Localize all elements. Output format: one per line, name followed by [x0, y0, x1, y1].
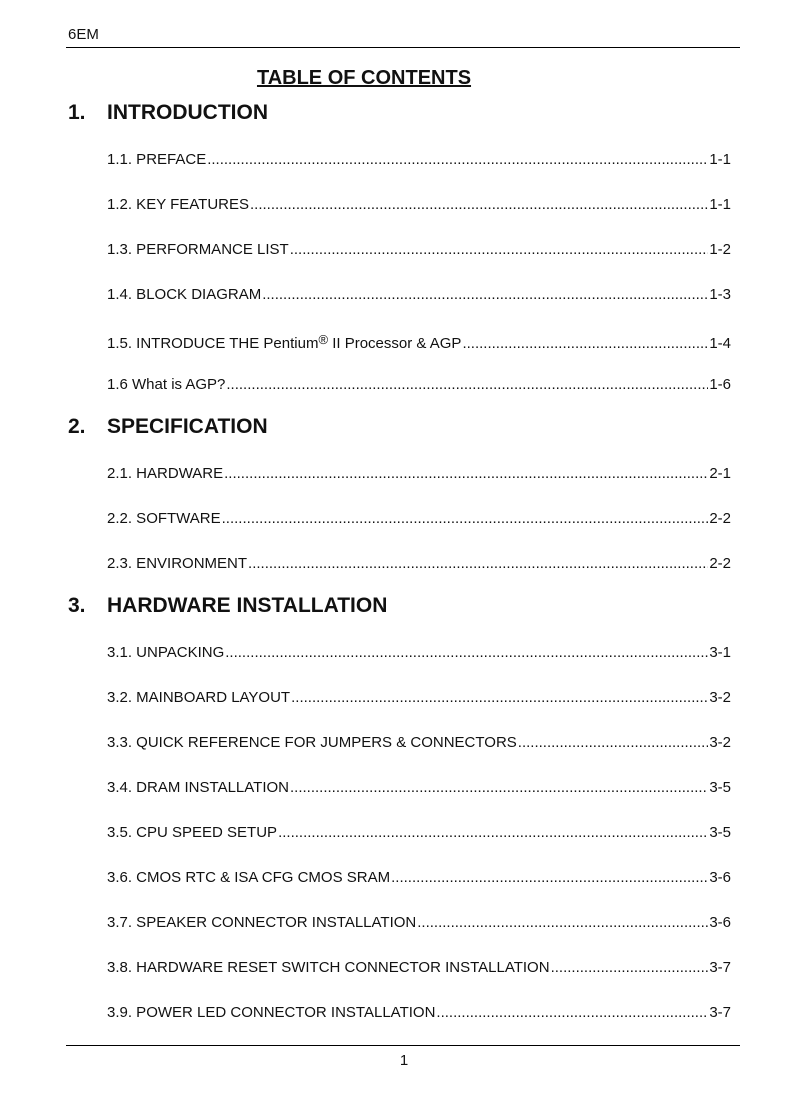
toc-entry-label: 1.2. KEY FEATURES	[107, 196, 249, 213]
toc-entry-mainboard-layout[interactable]	[107, 688, 731, 708]
toc-entry-cmos-rtc[interactable]	[107, 868, 731, 888]
dot-leader	[551, 958, 709, 978]
dot-leader	[224, 464, 708, 484]
toc-title: TABLE OF CONTENTS	[256, 67, 472, 89]
toc-entry-page: 1-3	[709, 286, 731, 303]
toc-entry-label: 3.1. UNPACKING	[107, 644, 225, 661]
header-model-label: 6EM	[68, 26, 99, 43]
dot-leader	[222, 509, 709, 529]
toc-entry-label: 1.3. PERFORMANCE LIST	[107, 241, 289, 258]
dot-leader	[226, 375, 708, 395]
toc-entry-page: 1-6	[709, 376, 731, 393]
toc-entry-key-features[interactable]	[107, 195, 731, 215]
dot-leader	[278, 823, 708, 843]
toc-entry-page: 3-6	[709, 869, 731, 886]
toc-entry-page: 3-5	[709, 824, 731, 841]
header-rule	[66, 47, 740, 48]
toc-entry-label: 2.2. SOFTWARE	[107, 510, 221, 527]
toc-entry-page: 1-1	[709, 196, 731, 213]
toc-entry-label: 2.1. HARDWARE	[107, 465, 224, 482]
dot-leader	[518, 733, 709, 753]
toc-entry-software[interactable]	[107, 509, 731, 529]
toc-entry-label: 3.5. CPU SPEED SETUP	[107, 824, 278, 841]
toc-entry-unpacking[interactable]	[107, 643, 731, 663]
toc-entry-page: 2-2	[709, 555, 731, 572]
toc-entry-power-led-connector[interactable]	[107, 1003, 731, 1023]
toc-entry-label-part: II Processor & AGP	[328, 335, 462, 352]
dot-leader	[290, 778, 708, 798]
toc-entry-page: 3-7	[709, 1004, 731, 1021]
section-title: SPECIFICATION	[107, 415, 268, 438]
section-heading-hardware-installation	[68, 594, 387, 618]
toc-entry-label: 1.4. BLOCK DIAGRAM	[107, 286, 262, 303]
toc-entry-label: 3.6. CMOS RTC & ISA CFG CMOS SRAM	[107, 869, 391, 886]
toc-entry-label-part: 1.5. INTRODUCE THE Pentium	[107, 335, 319, 352]
page-number: 1	[399, 1052, 409, 1069]
section-title: INTRODUCTION	[107, 101, 268, 124]
toc-entry-label: 2.3. ENVIRONMENT	[107, 555, 248, 572]
toc-entry-page: 3-6	[709, 914, 731, 931]
section-heading-specification	[68, 415, 268, 439]
toc-entry-page: 1-2	[709, 241, 731, 258]
toc-entry-label	[107, 330, 461, 354]
dot-leader	[250, 195, 708, 215]
dot-leader	[462, 334, 708, 354]
toc-entry-label: 1.6 What is AGP?	[107, 376, 226, 393]
toc-entry-dram-installation[interactable]	[107, 778, 731, 798]
toc-entry-pentium-agp[interactable]	[107, 330, 731, 350]
dot-leader	[417, 913, 708, 933]
section-number: 1.	[68, 101, 86, 124]
toc-entry-label: 3.2. MAINBOARD LAYOUT	[107, 689, 291, 706]
toc-entry-label: 1.1. PREFACE	[107, 151, 207, 168]
footer-rule	[66, 1045, 740, 1046]
toc-entry-label: 3.8. HARDWARE RESET SWITCH CONNECTOR INSTALLATION	[107, 959, 550, 976]
dot-leader	[262, 285, 708, 305]
dot-leader	[248, 554, 708, 574]
toc-entry-performance-list[interactable]	[107, 240, 731, 260]
dot-leader	[207, 150, 708, 170]
toc-entry-quick-reference[interactable]	[107, 733, 731, 753]
toc-entry-page: 3-5	[709, 779, 731, 796]
toc-entry-preface[interactable]	[107, 150, 731, 170]
toc-entry-page: 1-1	[709, 151, 731, 168]
registered-mark: ®	[318, 332, 329, 347]
toc-entry-page: 1-4	[709, 335, 731, 352]
toc-entry-speaker-connector[interactable]	[107, 913, 731, 933]
section-title: HARDWARE INSTALLATION	[107, 594, 388, 617]
toc-entry-label: 3.4. DRAM INSTALLATION	[107, 779, 289, 796]
section-number: 3.	[68, 594, 86, 617]
toc-entry-page: 3-7	[709, 959, 731, 976]
toc-entry-label: 3.9. POWER LED CONNECTOR INSTALLATION	[107, 1004, 436, 1021]
toc-entry-page: 2-2	[709, 510, 731, 527]
toc-entry-page: 3-1	[709, 644, 731, 661]
toc-entry-hardware[interactable]	[107, 464, 731, 484]
toc-entry-page: 3-2	[709, 734, 731, 751]
section-number: 2.	[68, 415, 86, 438]
toc-entry-label: 3.3. QUICK REFERENCE FOR JUMPERS & CONNECTORS	[107, 734, 517, 751]
dot-leader	[391, 868, 708, 888]
dot-leader	[436, 1003, 708, 1023]
toc-entry-page: 2-1	[709, 465, 731, 482]
section-heading-introduction	[68, 101, 268, 125]
toc-entry-block-diagram[interactable]	[107, 285, 731, 305]
toc-entry-what-is-agp[interactable]	[107, 375, 731, 395]
toc-entry-page: 3-2	[709, 689, 731, 706]
toc-entry-cpu-speed-setup[interactable]	[107, 823, 731, 843]
dot-leader	[225, 643, 708, 663]
toc-entry-environment[interactable]	[107, 554, 731, 574]
dot-leader	[290, 240, 709, 260]
toc-entry-label: 3.7. SPEAKER CONNECTOR INSTALLATION	[107, 914, 417, 931]
toc-entry-reset-switch-connector[interactable]	[107, 958, 731, 978]
dot-leader	[291, 688, 708, 708]
